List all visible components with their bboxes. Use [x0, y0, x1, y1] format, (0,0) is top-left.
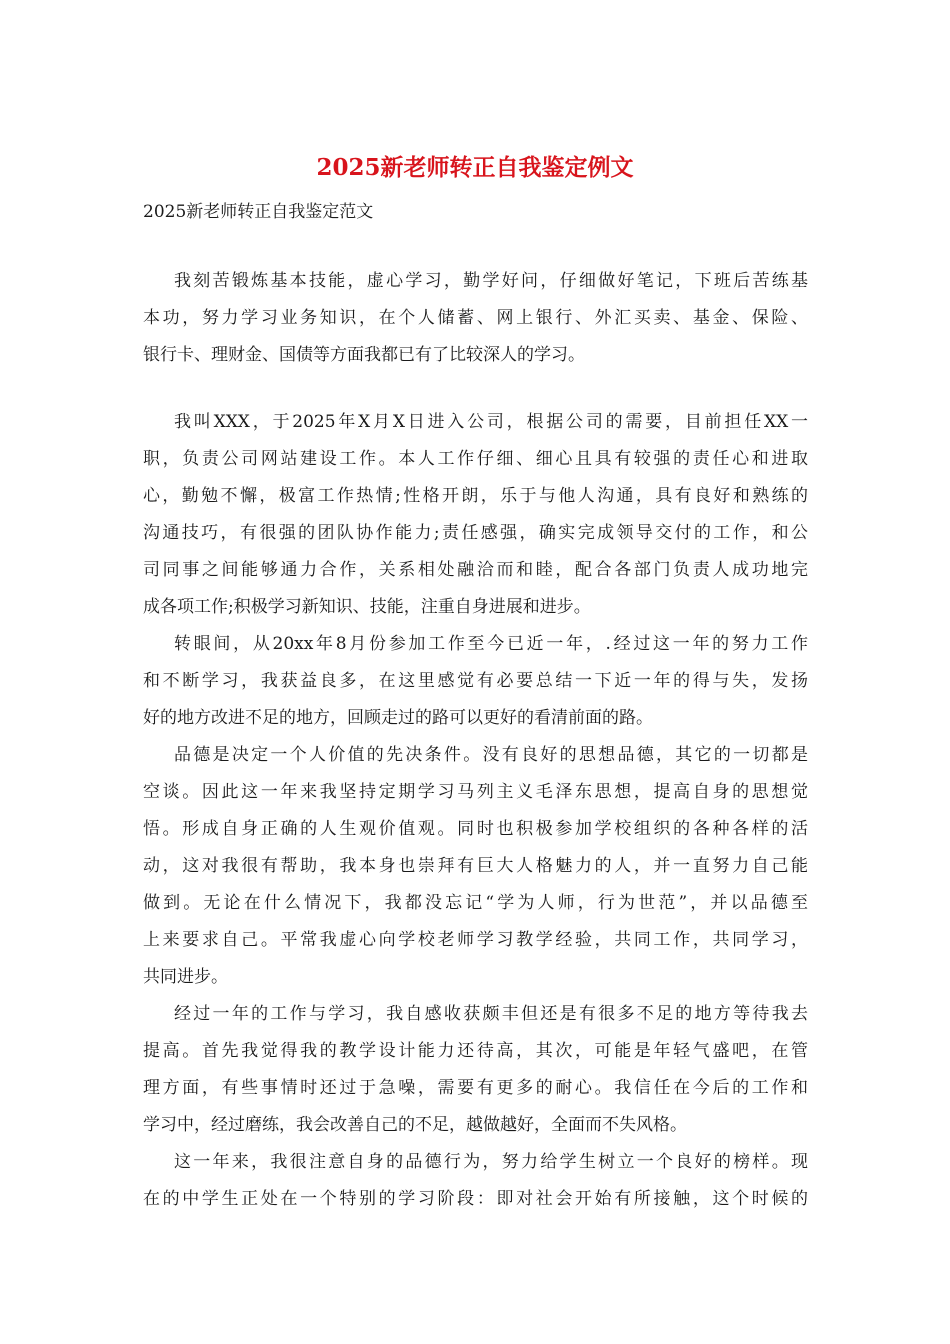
paragraph-line: 我叫XXX，于2025年X月X日进入公司，根据公司的需要，目前担任XX一 — [174, 412, 808, 432]
paragraph-line: 银行卡、理财金、国债等方面我都已有了比较深人的学习。 — [143, 345, 585, 365]
paragraph-line: 本功，努力学习业务知识，在个人储蓄、网上银行、外汇买卖、基金、保险、 — [143, 308, 808, 328]
paragraph-line: 司同事之间能够通力合作，关系相处融洽而和睦，配合各部门负责人成功地完 — [143, 560, 808, 580]
paragraph-line: 学习中，经过磨练，我会改善自己的不足，越做越好，全面而不失风格。 — [143, 1115, 687, 1135]
paragraph-line: 经过一年的工作与学习，我自感收获颇丰但还是有很多不足的地方等待我去 — [174, 1004, 808, 1024]
paragraph-line: 动，这对我很有帮助，我本身也崇拜有巨大人格魅力的人，并一直努力自己能 — [143, 856, 808, 876]
paragraph-line: 悟。形成自身正确的人生观价值观。同时也积极参加学校组织的各种各样的活 — [143, 819, 808, 839]
paragraph-5 — [143, 996, 808, 1144]
paragraph-line: 我刻苦锻炼基本技能，虚心学习，勤学好问，仔细做好笔记，下班后苦练基 — [174, 271, 808, 291]
paragraph-line: 共同进步。 — [143, 967, 228, 987]
paragraph-line: 品德是决定一个人价值的先决条件。没有良好的思想品德，其它的一切都是 — [174, 745, 808, 765]
paragraph-line: 空谈。因此这一年来我坚持定期学习马列主义毛泽东思想，提高自身的思想觉 — [143, 782, 808, 802]
paragraph-line: 提高。首先我觉得我的教学设计能力还待高，其次，可能是年轻气盛吧，在管 — [143, 1041, 808, 1061]
paragraph-line: 上来要求自己。平常我虚心向学校老师学习教学经验，共同工作，共同学习， — [143, 930, 808, 950]
paragraph-2 — [143, 404, 808, 626]
paragraph-line: 做到。无论在什么情况下，我都没忘记“学为人师，行为世范”，并以品德至 — [143, 893, 808, 913]
paragraph-1 — [143, 263, 808, 374]
paragraph-3 — [143, 626, 808, 737]
paragraph-line: 好的地方改进不足的地方，回顾走过的路可以更好的看清前面的路。 — [143, 708, 653, 728]
paragraph-line: 这一年来，我很注意自身的品德行为，努力给学生树立一个良好的榜样。现 — [174, 1152, 808, 1172]
paragraph-line: 转眼间，从20xx年8月份参加工作至今已近一年，.经过这一年的努力工作 — [174, 634, 808, 654]
document-title: 2025新老师转正自我鉴定例文 — [316, 154, 634, 181]
paragraph-line: 沟通技巧，有很强的团队协作能力;责任感强，确实完成领导交付的工作，和公 — [143, 523, 808, 543]
paragraph-line: 在的中学生正处在一个特别的学习阶段：即对社会开始有所接触，这个时候的 — [143, 1189, 808, 1209]
paragraph-line: 职，负责公司网站建设工作。本人工作仔细、细心且具有较强的责任心和进取 — [143, 449, 808, 469]
paragraph-line: 成各项工作;积极学习新知识、技能，注重自身进展和进步。 — [143, 597, 591, 617]
paragraph-line: 理方面，有些事情时还过于急噪，需要有更多的耐心。我信任在今后的工作和 — [143, 1078, 808, 1098]
paragraph-line: 和不断学习，我获益良多，在这里感觉有必要总结一下近一年的得与失，发扬 — [143, 671, 808, 691]
paragraph-6 — [143, 1144, 808, 1218]
document-subtitle: 2025新老师转正自我鉴定范文 — [143, 202, 374, 222]
paragraph-line: 心，勤勉不懈，极富工作热情;性格开朗，乐于与他人沟通，具有良好和熟练的 — [143, 486, 808, 506]
paragraph-4 — [143, 737, 808, 996]
